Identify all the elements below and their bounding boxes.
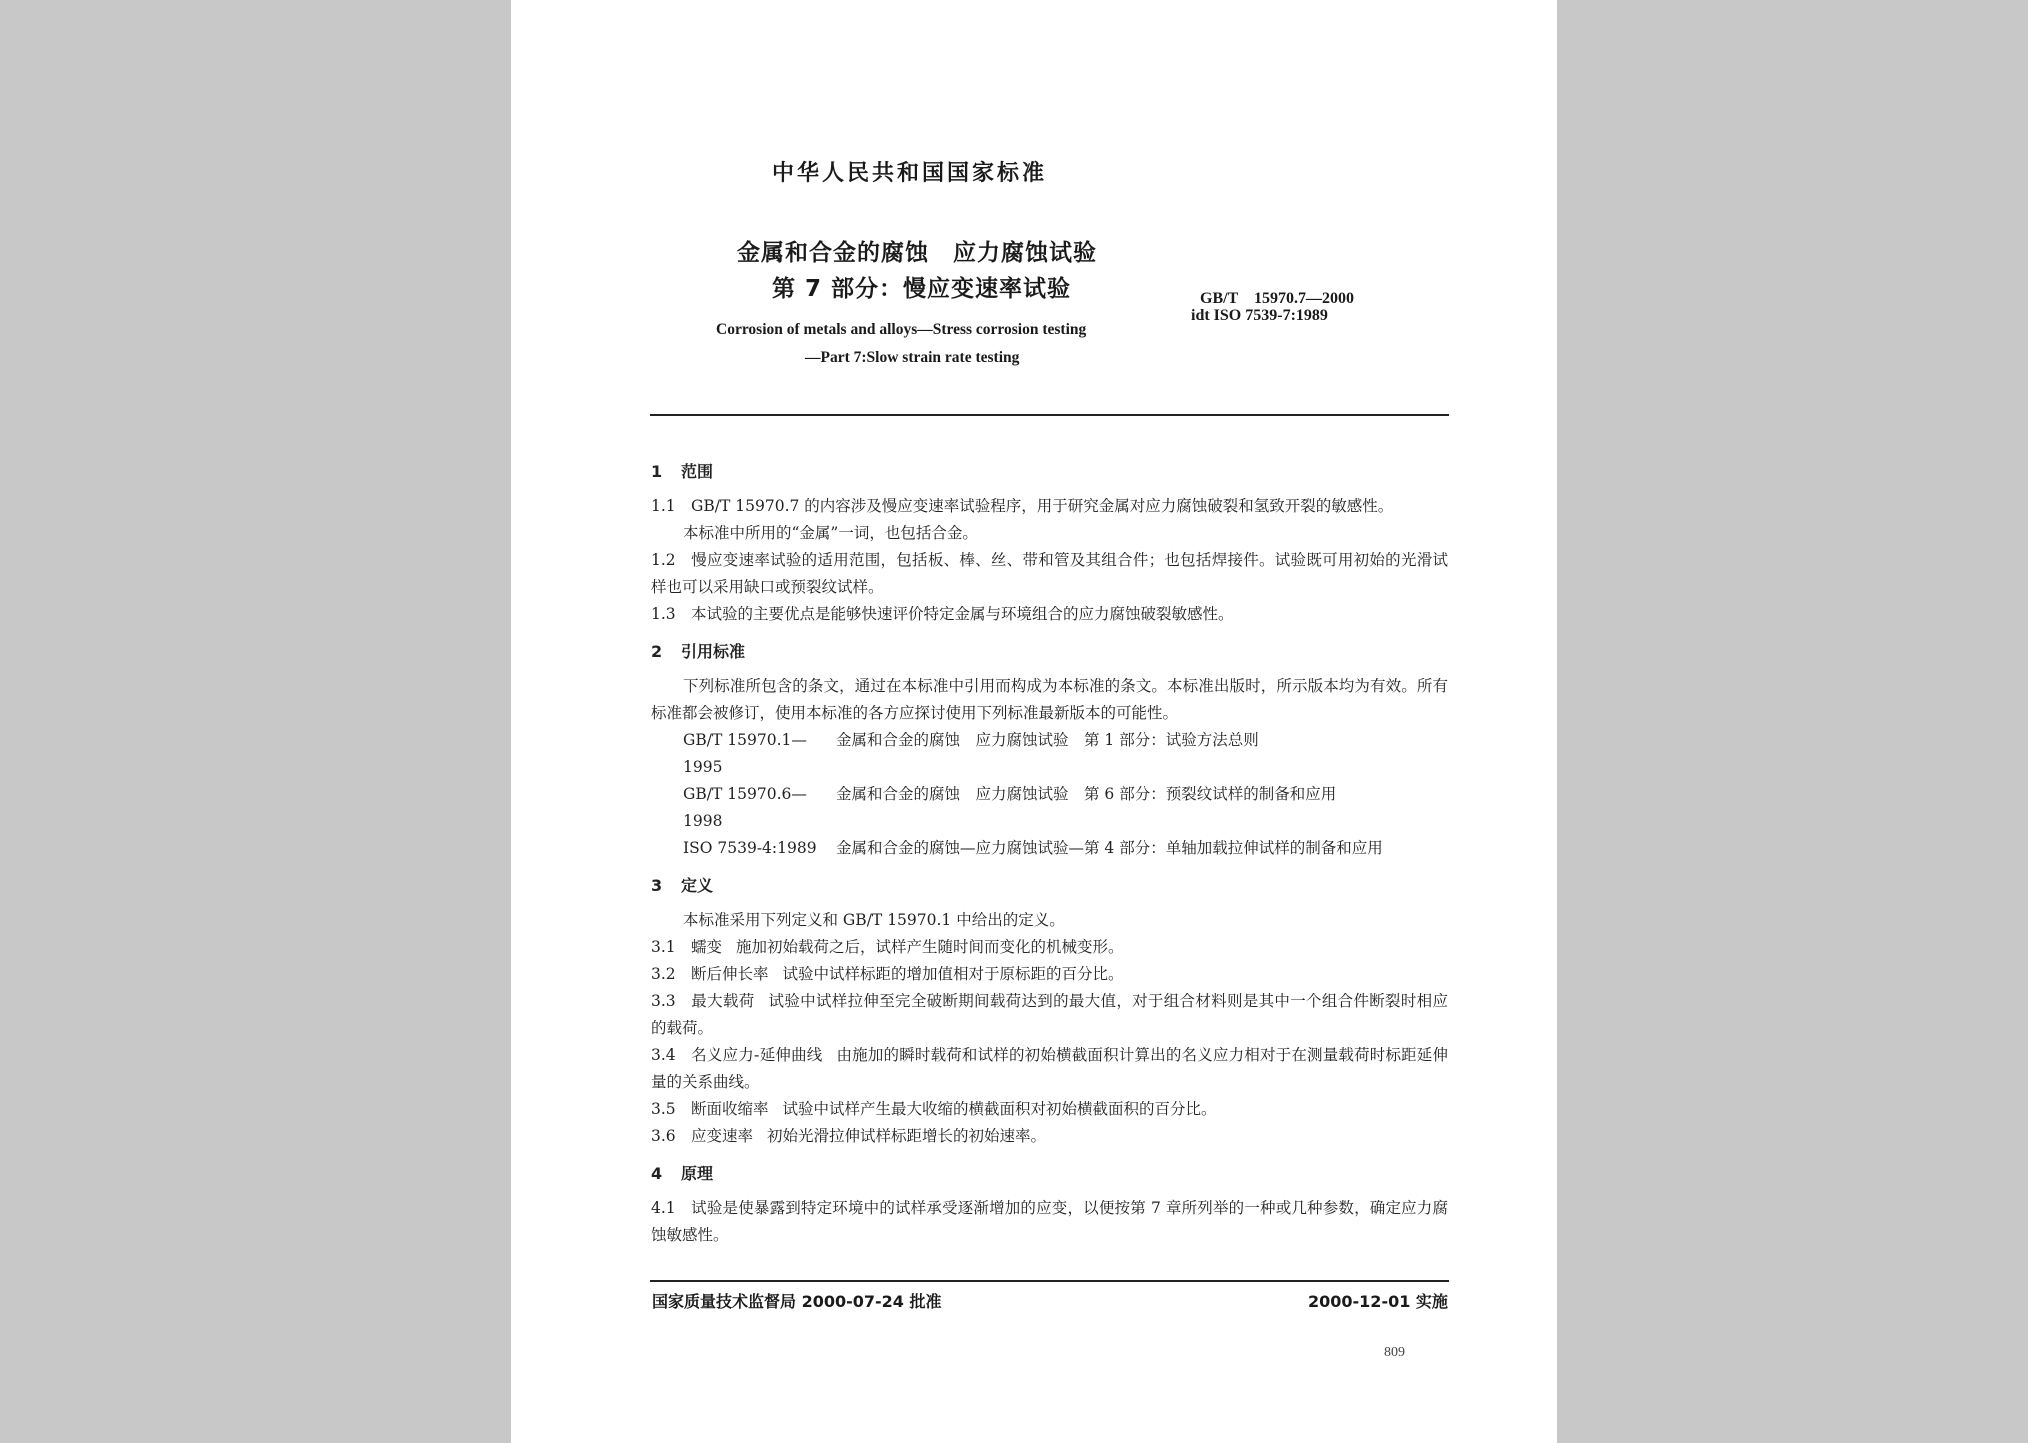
- clause-number: 3.1: [651, 938, 676, 956]
- section-number: 3: [651, 876, 663, 895]
- paragraph-1-2: [651, 547, 1448, 601]
- document-body: [651, 452, 1448, 1249]
- clause-text: 试验是使暴露到特定环境中的试样承受逐渐增加的应变，以便按第 7 章所列举的一种或几种参数，确定应力腐蚀敏感性。: [651, 1199, 1448, 1244]
- clause-number: 3.5: [651, 1100, 676, 1118]
- definition-term: 断面收缩率: [691, 1100, 769, 1118]
- national-standard-heading: 中华人民共和国国家标准: [772, 161, 1048, 186]
- clause-number: 1.1: [651, 497, 676, 515]
- page-number: 809: [1384, 1345, 1405, 1360]
- document-page: [511, 0, 1557, 1443]
- reference-item: [651, 781, 1448, 835]
- paragraph-1-1b: 本标准中所用的“金属”一词，也包括合金。: [683, 524, 978, 542]
- clause-number: 3.4: [651, 1046, 676, 1064]
- definition-term: 断后伸长率: [691, 965, 769, 983]
- definition-text: 试验中试样标距的增加值相对于原标距的百分比。: [782, 965, 1124, 983]
- paragraph-3-intro: 本标准采用下列定义和 GB/T 15970.1 中给出的定义。: [683, 911, 1065, 929]
- title-en-line2: —Part 7:Slow strain rate testing: [805, 349, 1020, 366]
- implementation-date: 2000-12-01 实施: [1308, 1292, 1448, 1311]
- section-number: 2: [651, 642, 663, 661]
- reference-title: 金属和合金的腐蚀 应力腐蚀试验 第 6 部分：预裂纹试样的制备和应用: [836, 785, 1337, 803]
- standard-idt: idt ISO 7539-7:1989: [1191, 307, 1328, 324]
- section-title: 原理: [681, 1164, 714, 1183]
- definition-text: 施加初始载荷之后，试样产生随时间而变化的机械变形。: [736, 938, 1124, 956]
- clause-number: 3.2: [651, 965, 676, 983]
- section-title: 范围: [681, 462, 714, 481]
- clause-number: 3.6: [651, 1127, 676, 1145]
- definition-text: 试验中试样产生最大收缩的横截面积对初始横截面积的百分比。: [782, 1100, 1217, 1118]
- definition-term: 应变速率: [691, 1127, 754, 1145]
- definition-term: 蠕变: [691, 938, 723, 956]
- section-2-heading: [651, 638, 1448, 665]
- definition-3-2: [651, 961, 1448, 988]
- section-title: 引用标准: [681, 642, 746, 661]
- section-number: 1: [651, 462, 663, 481]
- reference-title: 金属和合金的腐蚀 应力腐蚀试验 第 1 部分：试验方法总则: [836, 731, 1259, 749]
- reference-item: [651, 727, 1448, 781]
- clause-number: 1.2: [651, 551, 676, 569]
- paragraph-4-1: [651, 1195, 1448, 1249]
- section-4-heading: [651, 1160, 1448, 1187]
- definition-3-5: [651, 1096, 1448, 1123]
- definition-3-1: [651, 934, 1448, 961]
- clause-text: 慢应变速率试验的适用范围，包括板、棒、丝、带和管及其组合件；也包括焊接件。试验既可用初始的光滑试样也可以采用缺口或预裂纹试样。: [651, 551, 1448, 596]
- clause-number: 4.1: [651, 1199, 676, 1217]
- paragraph-1-3: [651, 601, 1448, 628]
- clause-text: 本试验的主要优点是能够快速评价特定金属与环境组合的应力腐蚀破裂敏感性。: [691, 605, 1234, 623]
- definition-text: 由施加的瞬时载荷和试样的初始横截面积计算出的名义应力相对于在测量载荷时标距延伸量的关系曲线。: [651, 1046, 1448, 1091]
- reference-code: ISO 7539-4:1989: [683, 839, 817, 857]
- title-cn-line1: 金属和合金的腐蚀 应力腐蚀试验: [737, 240, 1097, 266]
- footer-divider: [650, 1280, 1449, 1282]
- clause-number: 1.3: [651, 605, 676, 623]
- reference-code: GB/T 15970.6—1998: [683, 785, 807, 830]
- definition-text: 试验中试样拉伸至完全破断期间载荷达到的最大值，对于组合材料则是其中一个组合件断裂时相应的载荷。: [651, 992, 1448, 1037]
- title-cn-line2: 第 7 部分：慢应变速率试验: [772, 276, 1072, 302]
- definition-term: 名义应力-延伸曲线: [691, 1046, 823, 1064]
- paragraph-1-1: [651, 493, 1448, 520]
- section-title: 定义: [681, 876, 714, 895]
- title-en-line1: Corrosion of metals and alloys—Stress corrosion testing: [716, 321, 1087, 338]
- reference-code: GB/T 15970.1—1995: [683, 731, 807, 776]
- paragraph-2-intro: 下列标准所包含的条文，通过在本标准中引用而构成为本标准的条文。本标准出版时，所示版本均为有效。所有标准都会被修订，使用本标准的各方应探讨使用下列标准最新版本的可能性。: [651, 677, 1448, 722]
- header-divider: [650, 414, 1449, 416]
- reference-title: 金属和合金的腐蚀—应力腐蚀试验—第 4 部分：单轴加载拉伸试样的制备和应用: [836, 839, 1383, 857]
- definition-text: 初始光滑拉伸试样标距增长的初始速率。: [767, 1127, 1047, 1145]
- section-1-heading: [651, 458, 1448, 485]
- standard-number: GB/T 15970.7—2000: [1200, 290, 1354, 307]
- clause-text: GB/T 15970.7 的内容涉及慢应变速率试验程序，用于研究金属对应力腐蚀破裂和氢致开裂的敏感性。: [691, 497, 1394, 515]
- approval-line: 国家质量技术监督局 2000-07-24 批准: [652, 1292, 942, 1311]
- section-3-heading: [651, 872, 1448, 899]
- definition-3-3: [651, 988, 1448, 1042]
- definition-3-6: [651, 1123, 1448, 1150]
- definition-3-4: [651, 1042, 1448, 1096]
- section-number: 4: [651, 1164, 663, 1183]
- definition-term: 最大载荷: [691, 992, 755, 1010]
- reference-item: [651, 835, 1448, 862]
- clause-number: 3.3: [651, 992, 676, 1010]
